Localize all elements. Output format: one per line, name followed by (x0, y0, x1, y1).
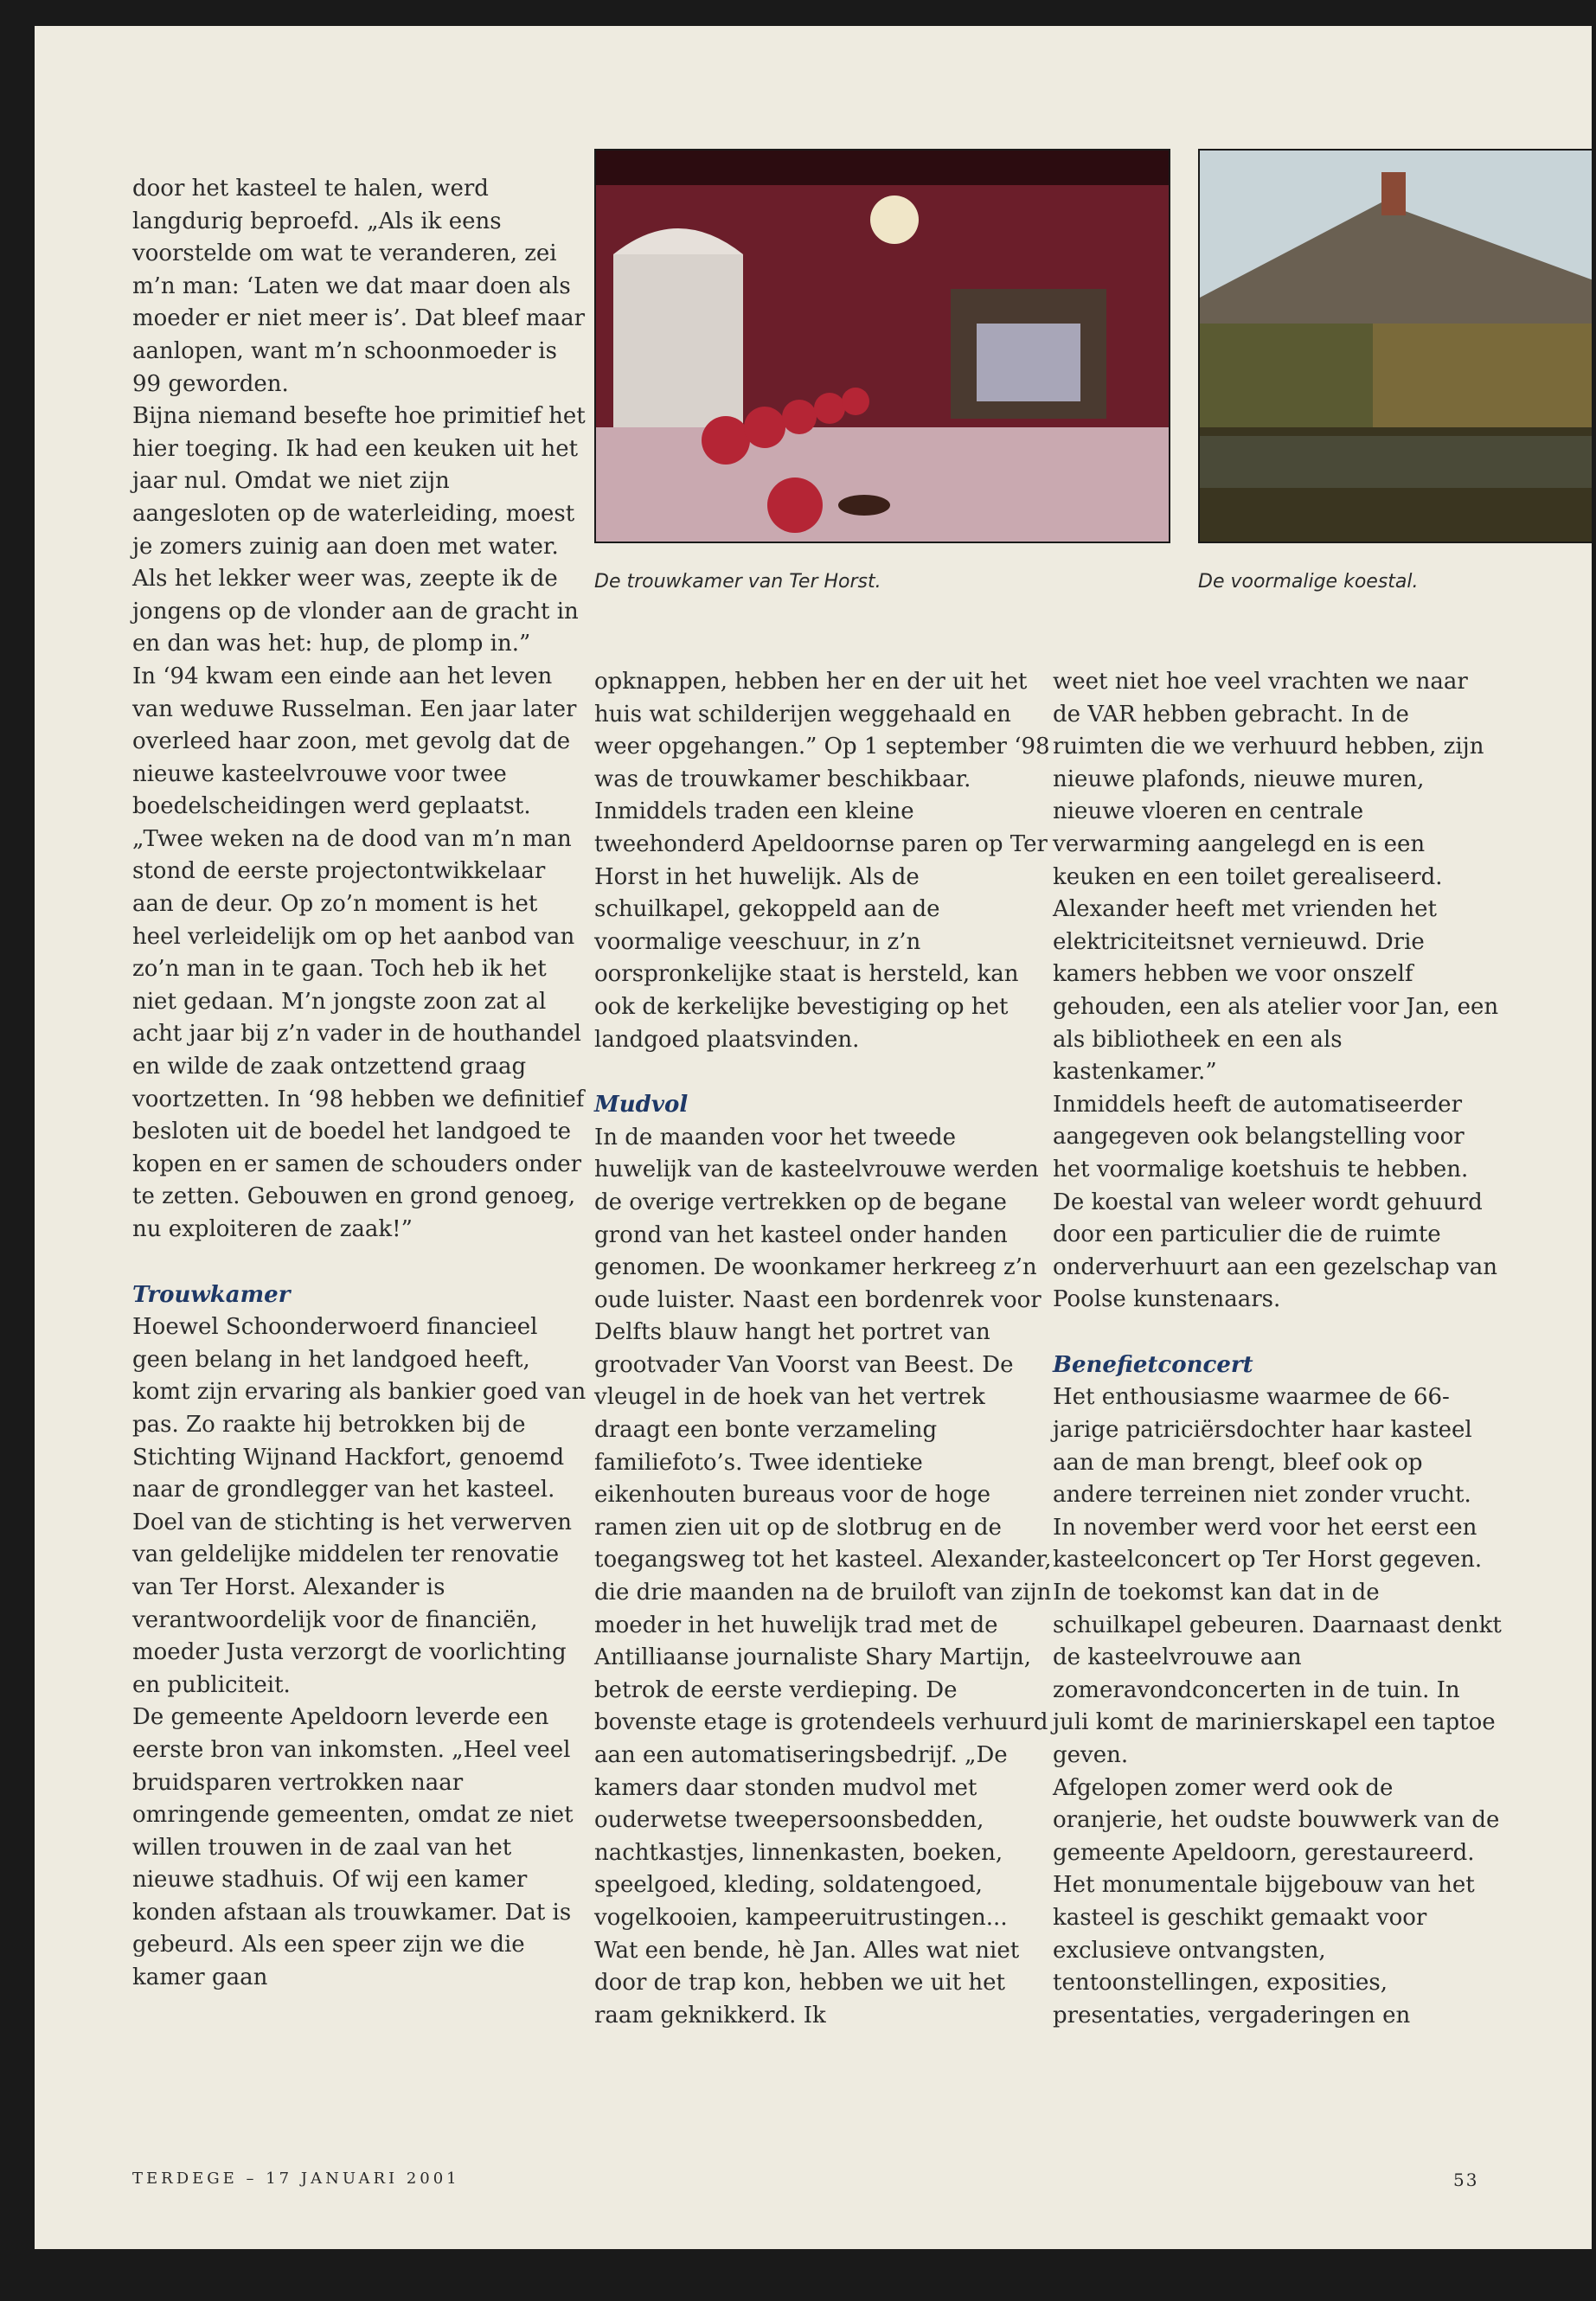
footer-publication: TERDEGE – 17 JANUARI 2001 (132, 2170, 460, 2188)
paragraph: door het kasteel te halen, werd langdurig beproefd. „Als ik eens voorstelde om wat te veranderen, zei m’n man: ‘Laten we dat maar doen als moeder er niet meer is’. Dat bleef maar aanlopen, want m’n schoonmoeder is 99 geworden. (132, 176, 585, 397)
paragraph: opknappen, hebben her en der uit het huis wat schilderijen weggehaald en weer opgehangen.” Op 1 september ‘98 was de trouwkamer beschikbaar. Inmiddels traden een kleine tweehonderd Apeldoornse paren op Ter Horst in het huwelijk. Als de schuilkapel, gekoppeld aan de voormalige veeschuur, in z’n oorspronkelijke staat is hersteld, kan ook de kerkelijke bevestiging op het landgoed plaatsvinden. (594, 669, 1050, 1053)
cowshed-illustration (1200, 151, 1592, 542)
section-heading-trouwkamer: Trouwkamer (132, 1281, 291, 1308)
text-column-3 (1053, 666, 1503, 2032)
paragraph: Inmiddels heeft de automatiseerder aangegeven ook belangstelling voor het voormalige koetshuis te hebben. De koestal van weleer wordt gehuurd door een particulier die de ruimte onderverhuurt aan een gezelschap van Poolse kunstenaars. (1053, 1091, 1497, 1313)
paragraph: Bijna niemand besefte hoe primitief het hier toeging. Ik had een keuken uit het jaar nul. Omdat we niet zijn aangesloten op de waterleiding, moest je zomers zuinig aan doen met water. Als het lekker weer was, zeepte ik de jongens op de vlonder aan de gracht in en dan was het: hup, de plomp in.” (132, 403, 586, 657)
paragraph: In de maanden voor het tweede huwelijk van de kasteelvrouwe werden de overige vertrekken op de begane grond van het kasteel onder handen genomen. De woonkamer herkreeg z’n oude luister. Naast een bordenrek voor Delfts blauw hangt het portret van grootvader Van Voorst van Beest. De vleugel in de hoek van het vertrek draagt een bonte verzameling familiefoto’s. Twee identieke eikenhouten bureaus voor de hoge ramen zien uit op de slotbrug en de toegangsweg tot het kasteel. Alexander, die drie maanden na de bruiloft van zijn moeder in het huwelijk trad met de Antilliaanse journaliste Shary Martijn, betrok de eerste verdieping. De bovenste etage is grotendeels verhuurd aan een automatiseringsbedrijf. „De kamers daar stonden mudvol met ouderwetse tweepersoonsbedden, nachtkastjes, linnenkasten, boeken, speelgoed, kleding, soldatengoed, vogelkooien, kampeeruitrustingen... Wat een bende, hè Jan. Alles wat niet door de trap kon, hebben we uit het raam geknikkerd. Ik (594, 1124, 1052, 2029)
paragraph: Hoewel Schoonderwoerd financieel geen belang in het landgoed heeft, komt zijn ervaring als bankier goed van pas. Zo raakte hij betrokken bij de Stichting Wijnand Hackfort, genoemd naar de grondlegger van het kasteel. Doel van de stichting is het verwerven van geldelijke middelen ter renovatie van Ter Horst. Alexander is verantwoordelijk voor de financiën, moeder Justa verzorgt de voorlichting en publiciteit. (132, 1314, 586, 1698)
photo-caption-cowshed: De voormalige koestal. (1198, 571, 1419, 593)
section-heading-benefietconcert: Benefietconcert (1053, 1351, 1253, 1378)
magazine-page (35, 26, 1592, 2249)
wedding-room-photo (594, 149, 1170, 543)
paragraph: De gemeente Apeldoorn leverde een eerste bron van inkomsten. „Heel veel bruidsparen vertrokken naar omringende gemeenten, omdat ze niet willen trouwen in de zaal van het nieuwe stadhuis. Of wij een kamer konden afstaan als trouwkamer. Dat is gebeurd. Als een speer zijn we die kamer gaan (132, 1704, 574, 1991)
paragraph: In ‘94 kwam een einde aan het leven van weduwe Russelman. Een jaar later overleed haar zoon, met gevolg dat de nieuwe kasteelvrouwe voor twee boedelscheidingen werd geplaatst. „Twee weken na de dood van m’n man stond de eerste projectontwikkelaar aan de deur. Op zo’n moment is het heel verleidelijk om op het aanbod van zo’n man in te gaan. Toch heb ik het niet gedaan. M’n jongste zoon zat al acht jaar bij z’n vader in de houthandel en wilde de zaak ontzettend graag voortzetten. In ‘98 hebben we definitief besloten uit de boedel het landgoed te kopen en er samen de schouders onder te zetten. Gebouwen en grond genoeg, nu exploiteren de zaak!” (132, 663, 585, 1242)
text-column-1 (132, 173, 591, 1995)
text-column-2 (594, 666, 1053, 2032)
photo-caption-wedding-room: De trouwkamer van Ter Horst. (594, 571, 881, 593)
section-heading-mudvol: Mudvol (594, 1092, 689, 1118)
paragraph: weet niet hoe veel vrachten we naar de VAR hebben gebracht. In de ruimten die we verhuurd hebben, zijn nieuwe plafonds, nieuwe muren, nieuwe vloeren en centrale verwarming aangelegd en is een keuken en een toilet gerealiseerd. Alexander heeft met vrienden het elektriciteitsnet vernieuwd. Drie kamers hebben we voor onszelf gehouden, een als atelier voor Jan, een als bibliotheek en een als kastenkamer.” (1053, 669, 1499, 1086)
paragraph: Het enthousiasme waarmee de 66-jarige patriciërsdochter haar kasteel aan de man brengt, bleef ook op andere terreinen niet zonder vrucht. (1053, 1384, 1472, 1509)
wedding-room-illustration (596, 151, 1169, 542)
page-number: 53 (1453, 2170, 1479, 2190)
former-cowshed-photo (1198, 149, 1592, 543)
paragraph: Afgelopen zomer werd ook de oranjerie, het oudste bouwwerk van de gemeente Apeldoorn, gerestaureerd. Het monumentale bijgebouw van het kasteel is geschikt gemaakt voor exclusieve ontvangsten, tentoonstellingen, exposities, presentaties, vergaderingen en (1053, 1774, 1500, 2029)
paragraph: In november werd voor het eerst een kasteelconcert op Ter Horst gegeven. In de toekomst kan dat in de schuilkapel gebeuren. Daarnaast denkt de kasteelvrouwe aan zomeravondconcerten in de tuin. In juli komt de marinierskapel een taptoe geven. (1053, 1514, 1502, 1768)
